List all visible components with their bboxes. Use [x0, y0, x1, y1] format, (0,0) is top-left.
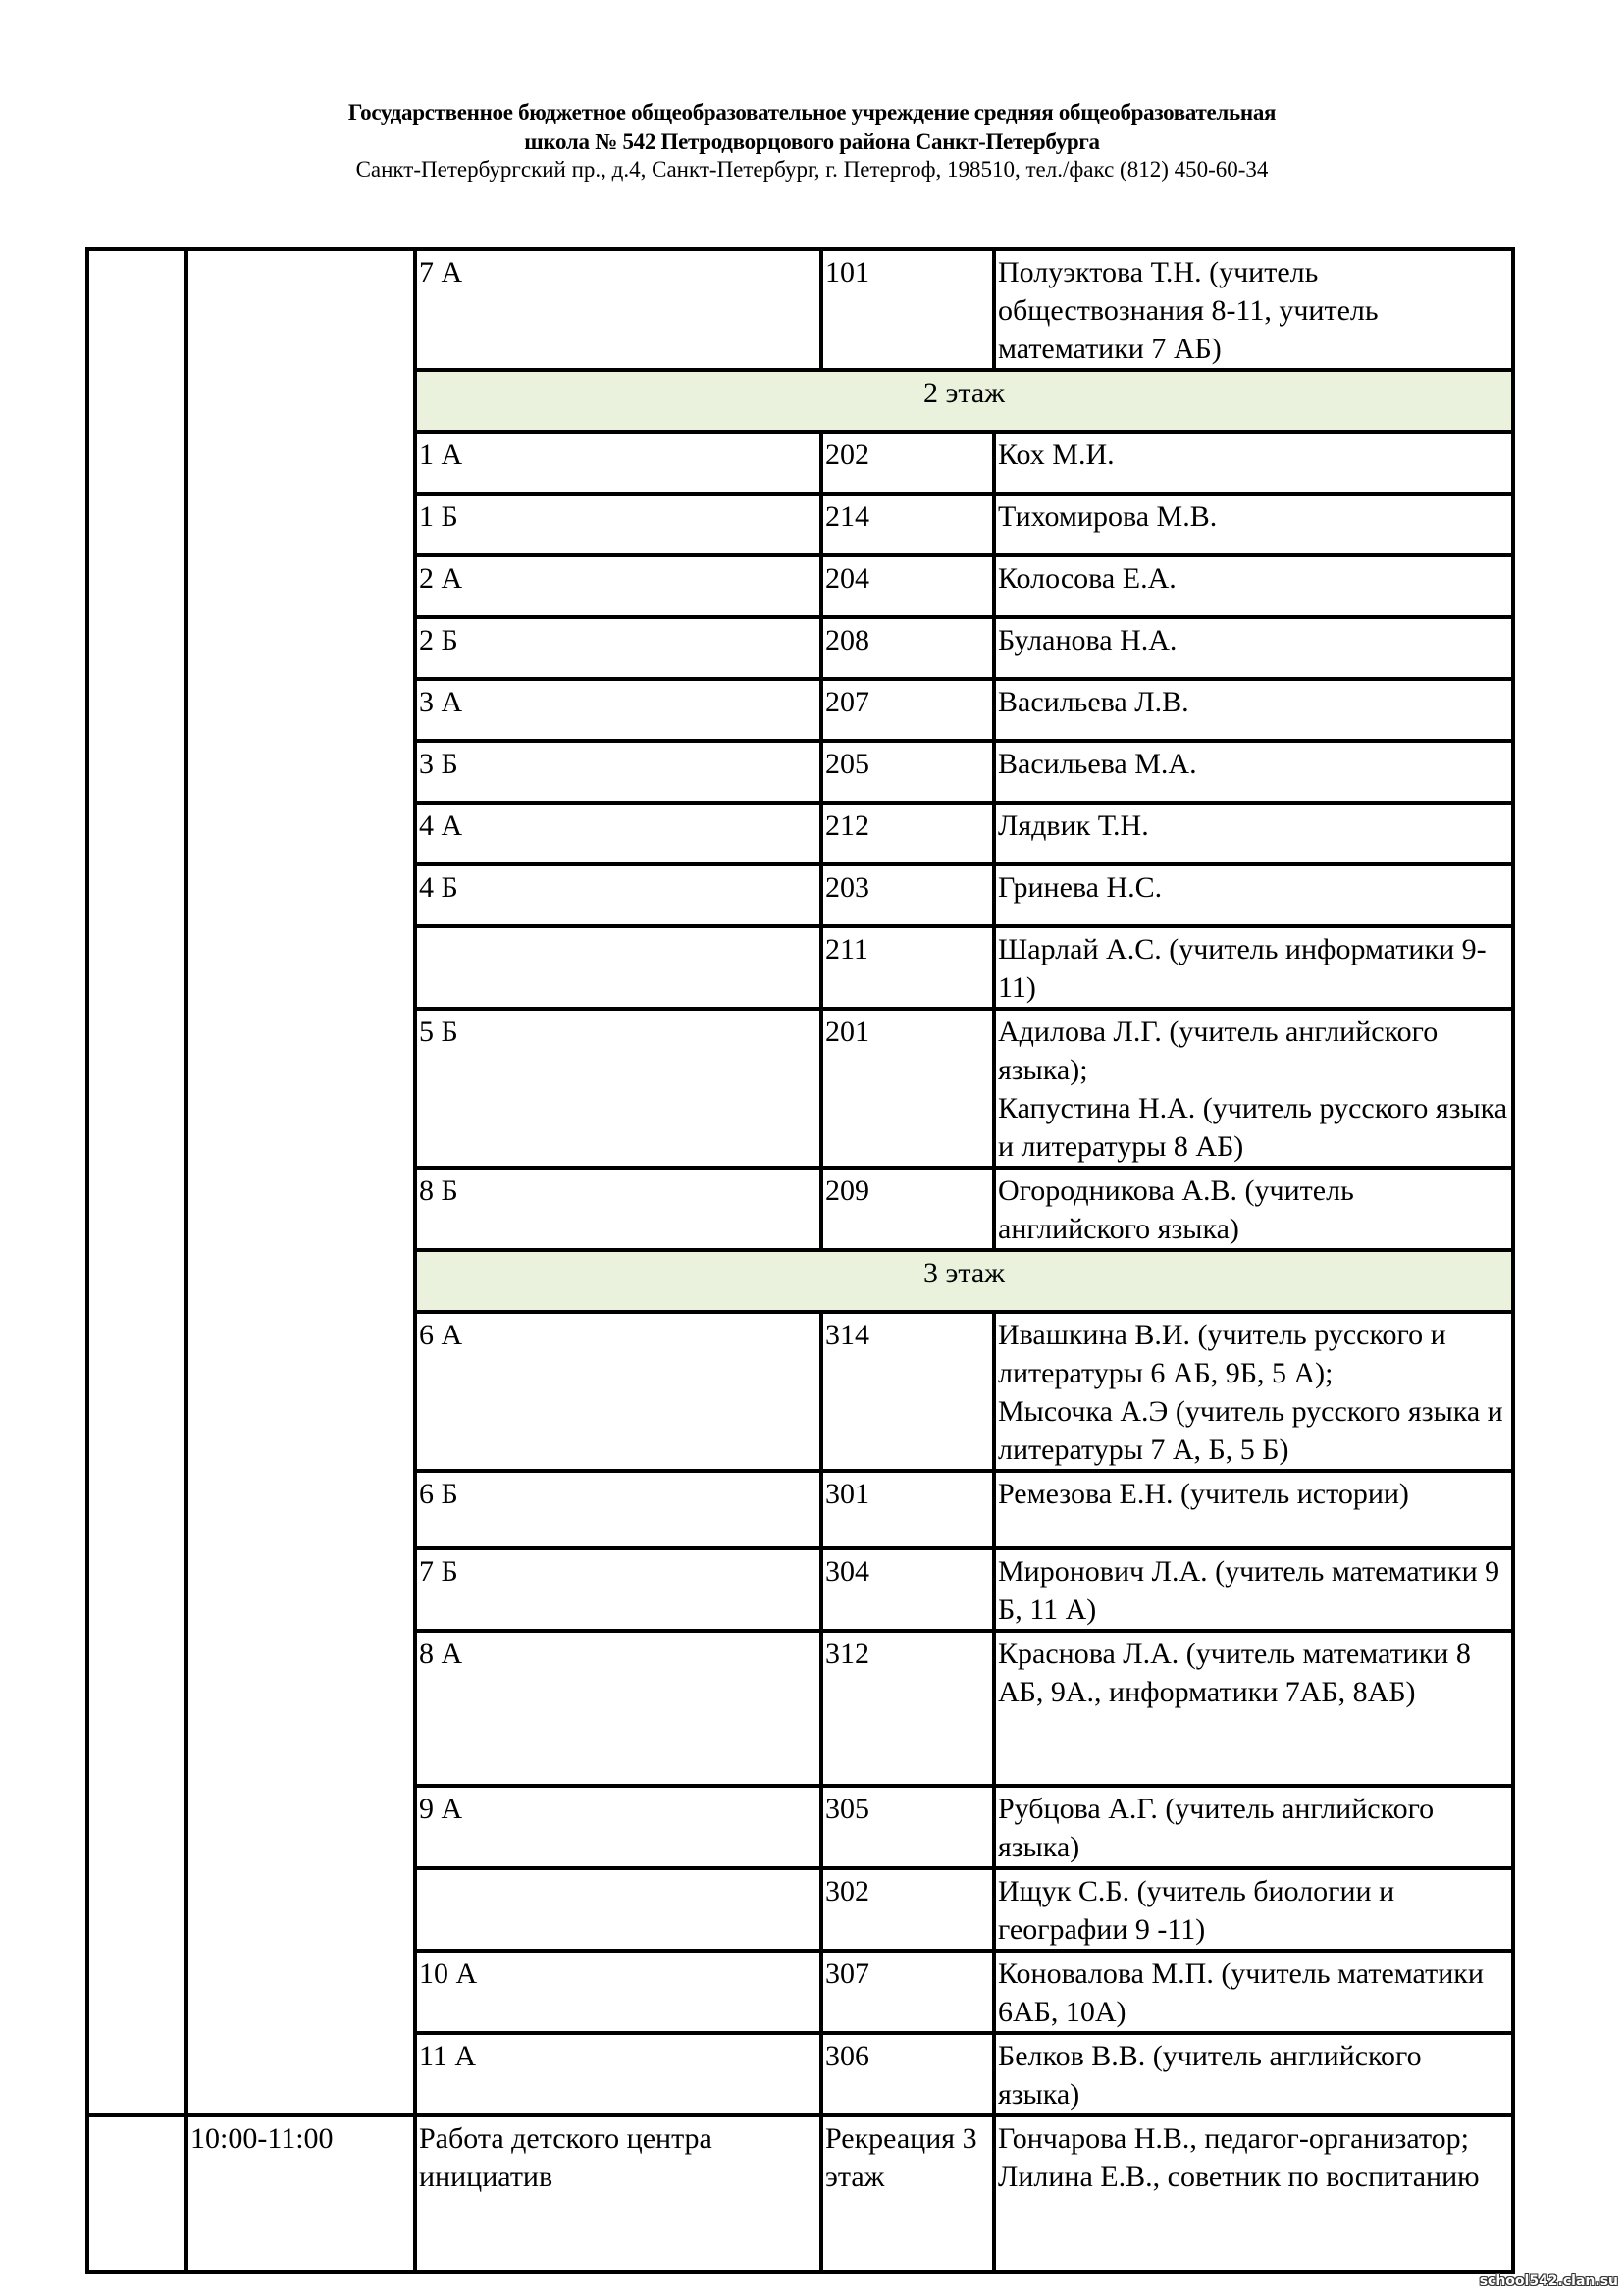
person-text: Гринева Н.С.	[998, 871, 1163, 904]
person-cell	[994, 1786, 1513, 1868]
room-cell: 312	[821, 1631, 994, 1786]
person-cell	[994, 1631, 1513, 1786]
person-text: Кох М.И.	[998, 439, 1115, 471]
class-cell: 6 А	[415, 1312, 821, 1471]
room-cell: 306	[821, 2033, 994, 2115]
watermark: school542.clan.su	[1479, 2273, 1618, 2289]
person-cell	[994, 741, 1513, 803]
person-text: Миронович Л.А. (учитель математики 9 Б, 11 А)	[998, 1555, 1500, 1626]
table-row-activity	[87, 2115, 1513, 2272]
person-cell	[994, 1548, 1513, 1631]
person-text: Васильева Л.В.	[998, 686, 1189, 718]
person-text-2: Капустина Н.А. (учитель русского языка и литературы 8 АБ)	[998, 1092, 1508, 1163]
room-cell: 204	[821, 555, 994, 617]
place-cell: Рекреация 3 этаж	[821, 2115, 994, 2272]
room-cell: 209	[821, 1168, 994, 1250]
person-text: Васильева М.А.	[998, 748, 1197, 780]
org-address: Санкт-Петербургский пр., д.4, Санкт-Петербург, г. Петергоф, 198510, тел./факс (812) 450-60-34	[355, 157, 1269, 182]
person-cell	[994, 1471, 1513, 1548]
class-cell: 8 А	[415, 1631, 821, 1786]
room-cell: 212	[821, 803, 994, 864]
room-cell: 208	[821, 617, 994, 679]
person-cell	[994, 1868, 1513, 1951]
schedule-table	[85, 247, 1515, 2274]
room-cell: 203	[821, 864, 994, 926]
person-cell	[994, 864, 1513, 926]
person-cell	[994, 1312, 1513, 1471]
org-name-line1: Государственное бюджетное общеобразовательное учреждение средняя общеобразовательная	[347, 100, 1277, 125]
person-cell	[994, 926, 1513, 1009]
person-cell	[994, 432, 1513, 494]
class-cell: 2 А	[415, 555, 821, 617]
class-cell: 2 Б	[415, 617, 821, 679]
person-text: Лядвик Т.Н.	[998, 809, 1149, 842]
class-cell: 1 Б	[415, 494, 821, 555]
room-cell: 202	[821, 432, 994, 494]
class-cell: 5 Б	[415, 1009, 821, 1168]
room-cell: 205	[821, 741, 994, 803]
person-text: Шарлай А.С. (учитель информатики 9-11)	[998, 933, 1487, 1004]
person-text: Огородникова А.В. (учитель английского языка)	[998, 1174, 1354, 1245]
person-text: Адилова Л.Г. (учитель английского языка);	[998, 1016, 1439, 1086]
person-cell	[994, 1009, 1513, 1168]
room-cell: 301	[821, 1471, 994, 1548]
room-cell: 305	[821, 1786, 994, 1868]
class-cell	[415, 1868, 821, 1951]
person-cell	[994, 1951, 1513, 2033]
org-name-line2: школа № 542 Петродворцового района Санкт-Петербурга	[524, 130, 1100, 154]
person-text-2: Мысочка А.Э (учитель русского языка и литературы 7 А, Б, 5 Б)	[998, 1395, 1503, 1466]
room-cell: 101	[821, 249, 994, 370]
class-cell: 7 А	[415, 249, 821, 370]
person-cell	[994, 803, 1513, 864]
num-cell	[87, 249, 186, 2115]
person-text: Краснова Л.А. (учитель математики 8 АБ, 9А., информатики 7АБ, 8АБ)	[998, 1638, 1471, 1708]
class-cell: 4 Б	[415, 864, 821, 926]
table-row	[87, 249, 1513, 370]
room-cell: 302	[821, 1868, 994, 1951]
person-cell	[994, 1168, 1513, 1250]
person-text: Тихомирова М.В.	[998, 500, 1218, 533]
person-text: Белков В.В. (учитель английского языка)	[998, 2040, 1422, 2111]
person-cell	[994, 494, 1513, 555]
class-cell: 10 А	[415, 1951, 821, 2033]
room-cell: 207	[821, 679, 994, 741]
event-cell: Работа детского центра инициатив	[415, 2115, 821, 2272]
person-text: Ивашкина В.И. (учитель русского и литературы 6 АБ, 9Б, 5 А);	[998, 1319, 1446, 1389]
class-cell: 7 Б	[415, 1548, 821, 1631]
person-text: Колосова Е.А.	[998, 562, 1177, 595]
person-text: Буланова Н.А.	[998, 624, 1178, 656]
person-cell: Полуэктова Т.Н. (учитель обществознания 8-11, учитель математики 7 АБ)	[994, 249, 1513, 370]
room-cell: 201	[821, 1009, 994, 1168]
class-cell: 4 А	[415, 803, 821, 864]
person-text-2: Лилина Е.В., советник по воспитанию	[998, 2161, 1480, 2193]
floor-3-band-label: 3 этаж	[415, 1250, 1513, 1312]
person-cell	[994, 555, 1513, 617]
class-cell: 3 Б	[415, 741, 821, 803]
time-cell	[186, 249, 415, 2115]
room-cell: 304	[821, 1548, 994, 1631]
person-cell	[994, 679, 1513, 741]
floor-2-band-label: 2 этаж	[415, 370, 1513, 432]
person-cell	[994, 2115, 1513, 2272]
person-text: Ищук С.Б. (учитель биологии и географии 9 -11)	[998, 1875, 1395, 1946]
person-text: Гончарова Н.В., педагог-организатор;	[998, 2122, 1469, 2155]
org-header	[0, 98, 1624, 157]
room-cell: 307	[821, 1951, 994, 2033]
class-cell: 6 Б	[415, 1471, 821, 1548]
person-text: Ремезова Е.Н. (учитель истории)	[998, 1478, 1409, 1510]
class-cell: 9 А	[415, 1786, 821, 1868]
room-cell: 214	[821, 494, 994, 555]
room-cell: 314	[821, 1312, 994, 1471]
num-cell	[87, 2115, 186, 2272]
room-cell: 211	[821, 926, 994, 1009]
time-cell: 10:00-11:00	[186, 2115, 415, 2272]
person-cell	[994, 617, 1513, 679]
person-text: Коновалова М.П. (учитель математики 6АБ, 10А)	[998, 1957, 1484, 2028]
class-cell: 11 А	[415, 2033, 821, 2115]
class-cell: 3 А	[415, 679, 821, 741]
person-text: Рубцова А.Г. (учитель английского языка)	[998, 1793, 1435, 1863]
person-cell	[994, 2033, 1513, 2115]
class-cell	[415, 926, 821, 1009]
class-cell: 8 Б	[415, 1168, 821, 1250]
class-cell: 1 А	[415, 432, 821, 494]
